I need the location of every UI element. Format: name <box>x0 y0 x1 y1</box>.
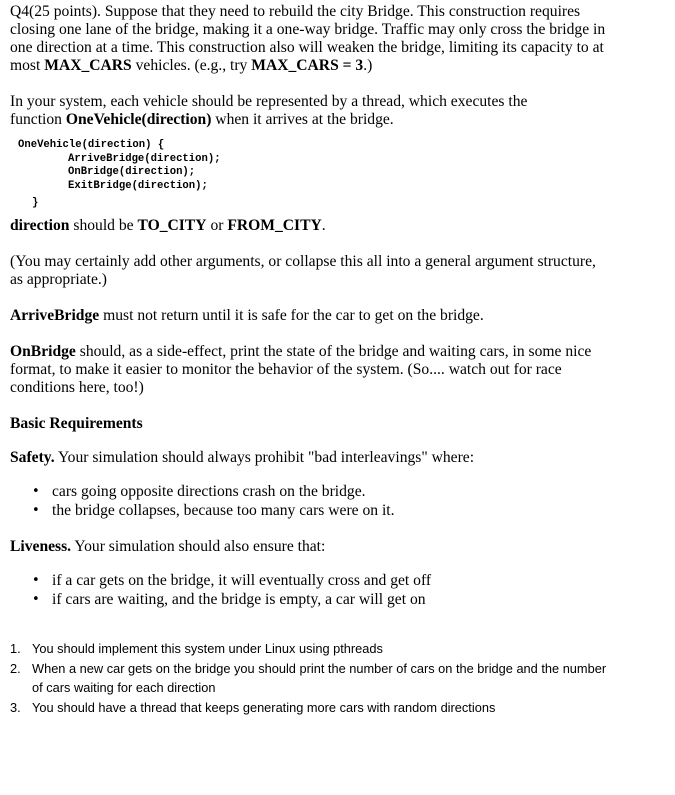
task-item: 3. You should have a thread that keeps generating more cars with random directions <box>10 699 496 715</box>
from-city-term: FROM_CITY <box>227 217 322 234</box>
max-cars-term: MAX_CARS <box>44 57 132 74</box>
question-header: Q4(25 points). <box>10 3 101 20</box>
list-item: • if a car gets on the bridge, it will eventually cross and get off <box>32 572 432 589</box>
code-closing-brace: } <box>32 197 39 209</box>
code-line-onbridge: OnBridge(direction); <box>68 166 196 178</box>
arguments-note: (You may certainly add other arguments, or collapse this all into a general argument structure, as appropriate.) <box>10 253 596 288</box>
bullet-icon: • <box>32 484 40 499</box>
code-line-exit: ExitBridge(direction); <box>68 179 208 192</box>
bullet-icon: • <box>32 502 40 518</box>
max-cars-example: MAX_CARS = 3 <box>251 57 364 74</box>
assignment-document <box>10 3 660 717</box>
list-item: • cars going opposite directions crash on the bridge. <box>32 483 366 500</box>
list-item: • the bridge collapses, because too many cars were on it. <box>32 501 395 519</box>
bullet-icon: • <box>32 591 40 607</box>
safety-paragraph: Safety. Your simulation should always prohibit "bad interleavings" where: <box>10 449 475 466</box>
task-item: 1. You should implement this system under Linux using pthreads <box>10 641 383 656</box>
liveness-paragraph: Liveness. Your simulation should also ensure that: <box>10 538 326 555</box>
on-bridge-paragraph: OnBridge should, as a side-effect, print the state of the bridge and waiting cars, in some nice format, to make it easier to monitor the behavior of the system. (So.... watch out for race conditions here, too!) <box>10 343 592 396</box>
list-item: • if cars are waiting, and the bridge is empty, a car will get on <box>32 590 426 608</box>
liveness-list <box>10 572 660 609</box>
safety-list <box>10 483 660 520</box>
bullet-icon: • <box>32 573 40 588</box>
code-signature: OneVehicle(direction) { <box>18 139 165 151</box>
question-intro: Q4(25 points). Suppose that they need to rebuild the city Bridge. This construction requires closing one lane of the bridge, making it a one-way bridge. Traffic may only cross the bridge in one direction at a time. This construction also will weaken the bridge, limiting its capacity to at most MAX_CARS vehicles. (e.g., try MAX_CARS = 3.) <box>10 3 606 74</box>
direction-paragraph: direction should be TO_CITY or FROM_CITY. <box>10 217 326 234</box>
task-list <box>10 639 660 717</box>
code-block <box>10 139 660 217</box>
task-item: 2. When a new car gets on the bridge you should print the number of cars on the bridge and the number of cars waiting for each direction <box>10 660 607 695</box>
basic-requirements-heading: Basic Requirements <box>10 415 143 432</box>
code-line-arrive: ArriveBridge(direction); <box>68 152 221 165</box>
one-vehicle-function: OneVehicle(direction) <box>65 111 212 128</box>
to-city-term: TO_CITY <box>137 217 207 234</box>
arrive-bridge-paragraph: ArriveBridge must not return until it is safe for the car to get on the bridge. <box>10 307 484 324</box>
system-paragraph: In your system, each vehicle should be represented by a thread, which executes the function OneVehicle(direction) when it arrives at the bridge. <box>10 93 528 128</box>
